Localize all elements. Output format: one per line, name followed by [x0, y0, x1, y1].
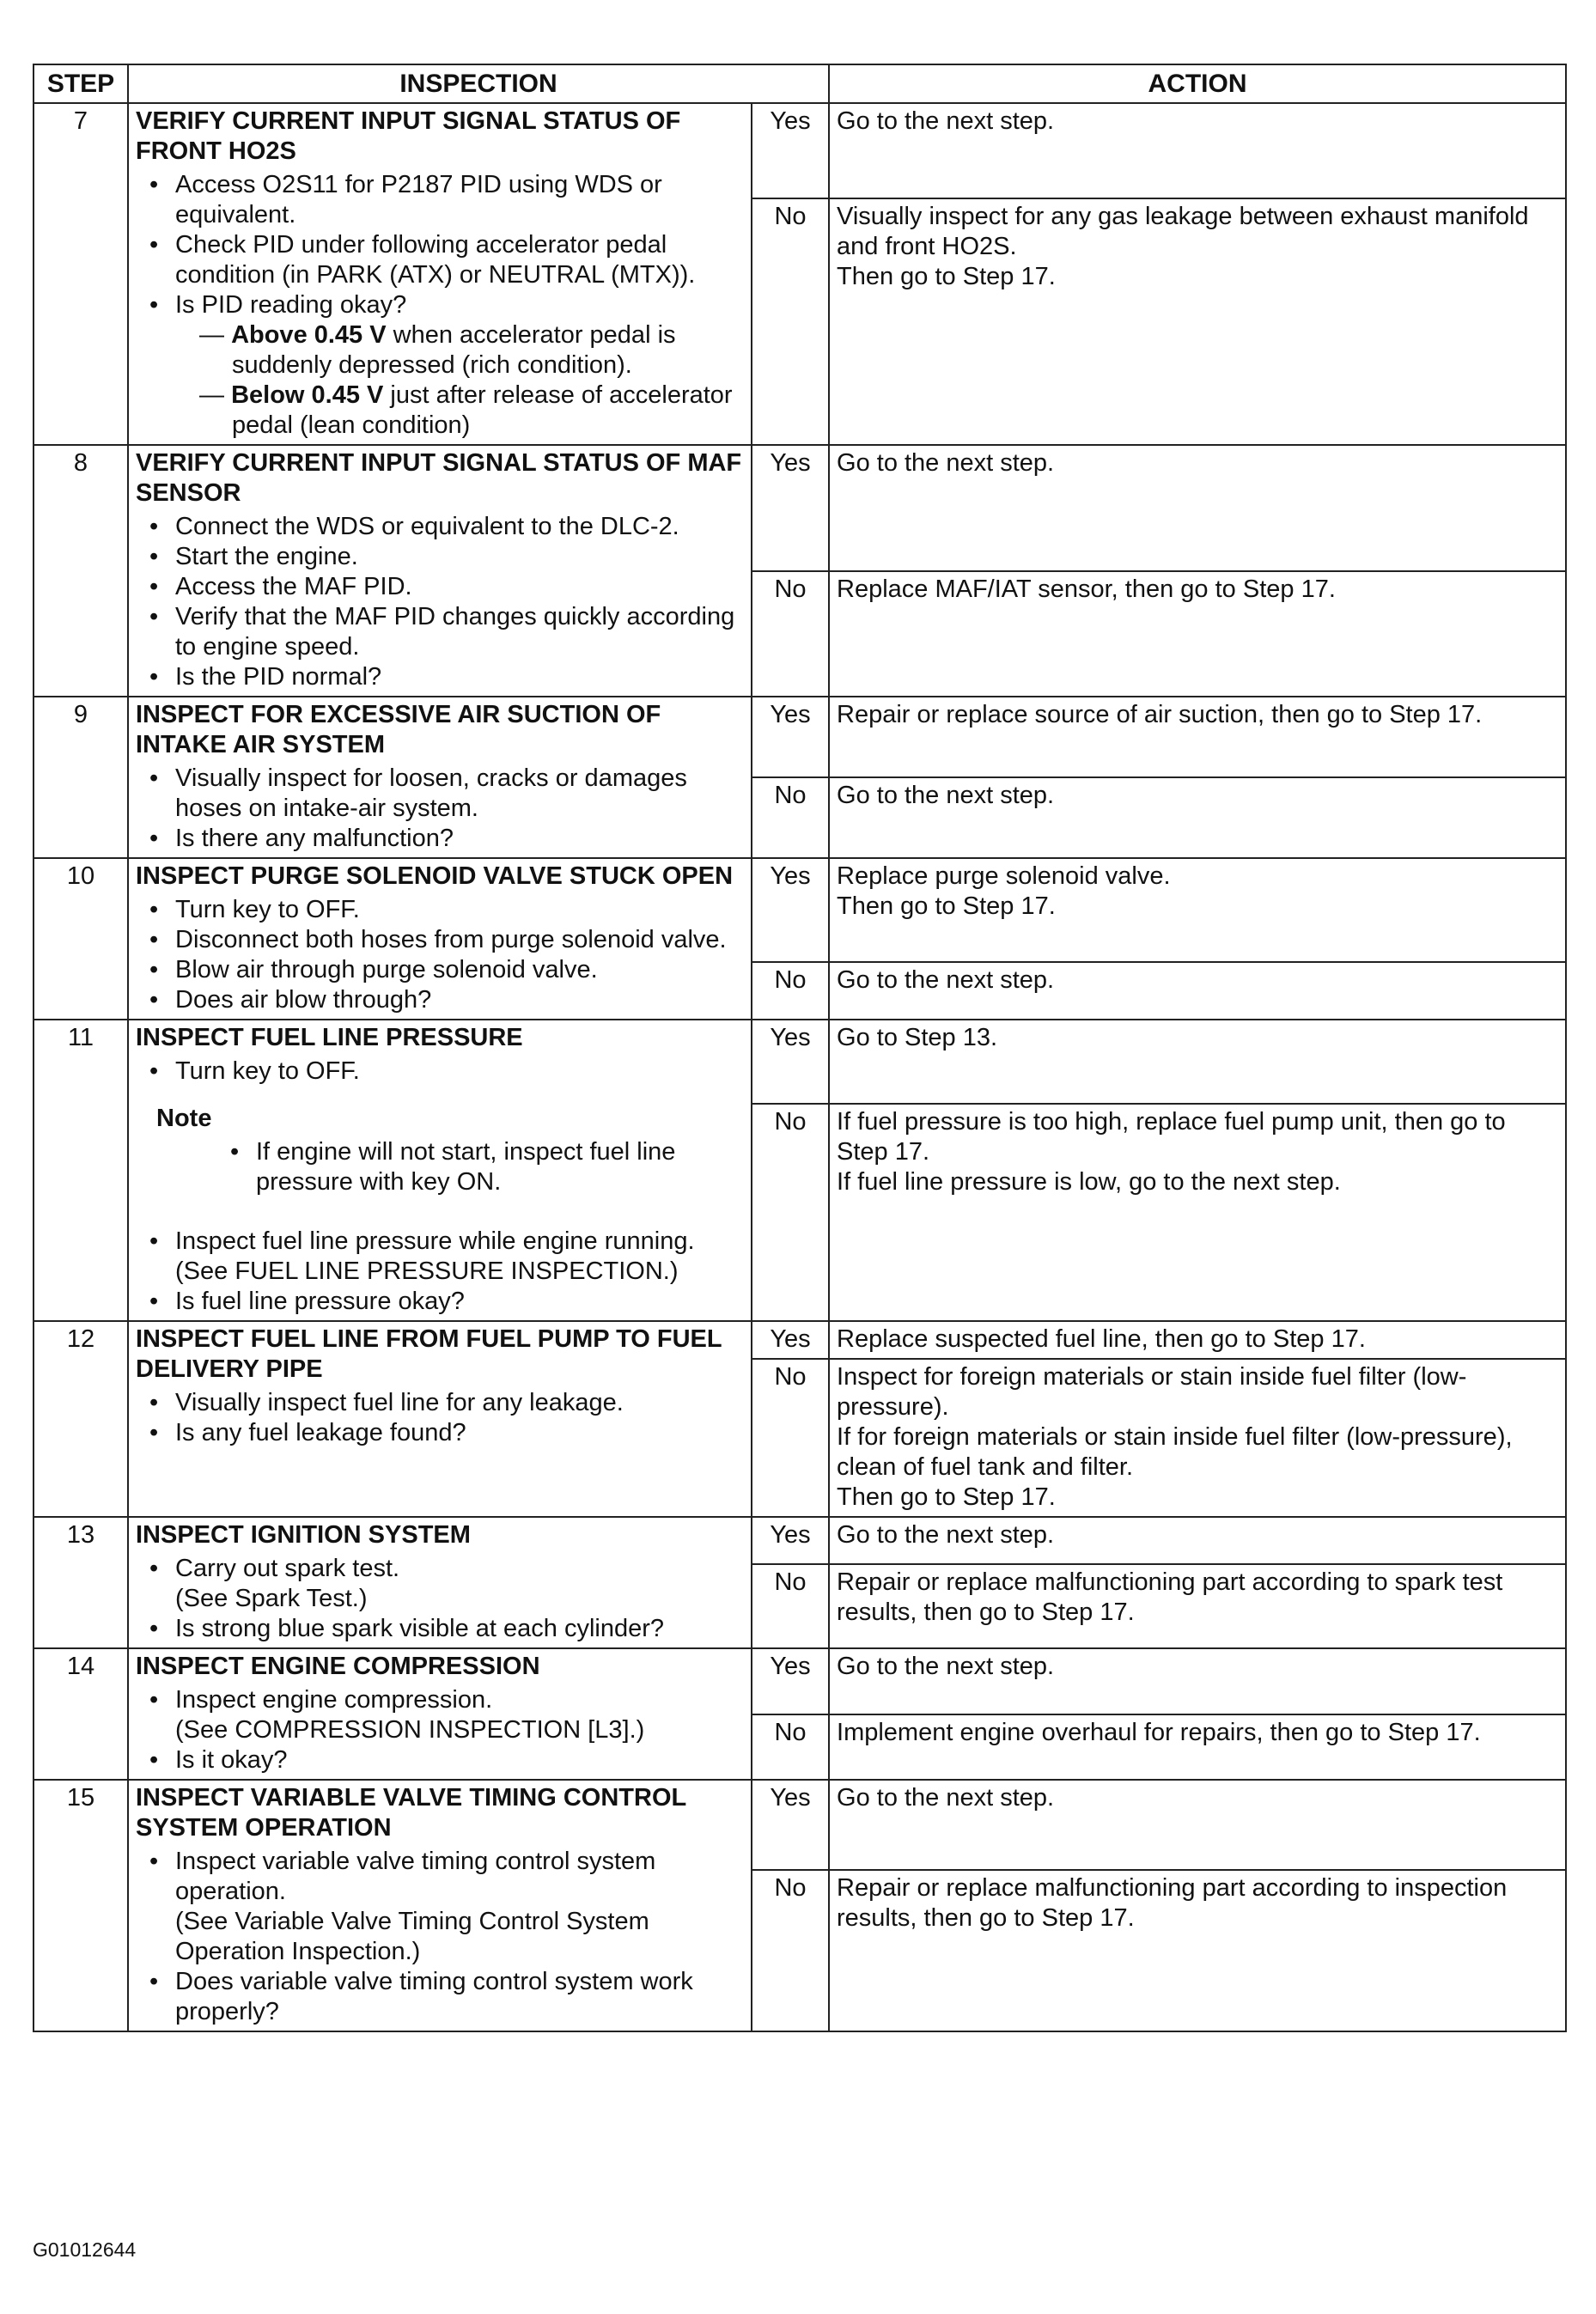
no-label: No [752, 962, 829, 1020]
inspection-bullet: • Verify that the MAF PID changes quickly according to engine speed. [175, 602, 744, 662]
step-number: 14 [34, 1648, 128, 1780]
sub-condition: — Below 0.45 V just after release of accelerator pedal (lean condition) [199, 381, 733, 439]
inspection-title: INSPECT FUEL LINE FROM FUEL PUMP TO FUEL DELIVERY PIPE [136, 1325, 722, 1383]
yes-label: Yes [752, 1020, 829, 1104]
yes-action: Replace purge solenoid valve. Then go to Step 17. [829, 858, 1566, 962]
yes-action: Go to the next step. [829, 1780, 1566, 1870]
step-number: 13 [34, 1517, 128, 1648]
inspection-bullet: • Carry out spark test. (See Spark Test.) [175, 1554, 744, 1614]
inspection-bullet: • Start the engine. [175, 542, 744, 572]
inspection-sub-conditions [175, 320, 744, 441]
table-body [34, 103, 1566, 2031]
figure-id: G01012644 [33, 2238, 137, 2261]
inspection-title: INSPECT FUEL LINE PRESSURE [136, 1024, 523, 1051]
yes-action: Go to the next step. [829, 103, 1566, 198]
no-action: Repair or replace malfunctioning part according to inspection results, then go to Step 17. [829, 1870, 1566, 2031]
table-header-row [34, 64, 1566, 103]
inspection-bullet: • Visually inspect fuel line for any leakage. [175, 1388, 744, 1418]
threshold-value: Above 0.45 V [231, 321, 387, 349]
no-label: No [752, 1870, 829, 2031]
inspection-cell [128, 1321, 752, 1517]
yes-action: Repair or replace source of air suction, then go to Step 17. [829, 697, 1566, 777]
step-row-7 [34, 103, 1566, 198]
inspection-cell [128, 1648, 752, 1780]
inspection-bullets [136, 1388, 744, 1448]
step-number: 15 [34, 1780, 128, 2031]
inspection-bullet: • Blow air through purge solenoid valve. [175, 955, 744, 985]
step-number: 11 [34, 1020, 128, 1321]
note-block [156, 1104, 744, 1197]
action-column-header: ACTION [829, 64, 1566, 103]
inspection-title: INSPECT IGNITION SYSTEM [136, 1521, 471, 1549]
step-number: 8 [34, 445, 128, 697]
note-bullets [156, 1137, 744, 1197]
yes-label: Yes [752, 697, 829, 777]
step-row-12 [34, 1321, 1566, 1359]
yes-action: Go to the next step. [829, 1517, 1566, 1564]
step-row-9 [34, 697, 1566, 777]
inspection-bullet: • Turn key to OFF. [175, 1057, 744, 1087]
yes-label: Yes [752, 858, 829, 962]
step-number: 7 [34, 103, 128, 445]
inspection-bullets [136, 895, 744, 1015]
spacer [136, 1197, 744, 1227]
inspection-bullet: • Is there any malfunction? [175, 824, 744, 854]
inspection-bullets [136, 1227, 744, 1317]
inspection-bullet: • Connect the WDS or equivalent to the DLC-2. [175, 512, 744, 542]
inspection-cell [128, 1780, 752, 2031]
inspection-bullet: • Is PID reading okay? — Above 0.45 V when accelerator pedal is suddenly depressed (rich condition). — Below 0.45 V just after release of accelerator pedal (lean condition) [175, 290, 744, 441]
inspection-cell [128, 1517, 752, 1648]
no-action: Implement engine overhaul for repairs, then go to Step 17. [829, 1714, 1566, 1781]
yes-action: Go to the next step. [829, 1648, 1566, 1714]
no-label: No [752, 198, 829, 445]
inspection-bullets [136, 1847, 744, 2027]
inspection-bullet: • Is the PID normal? [175, 662, 744, 692]
yes-label: Yes [752, 1780, 829, 1870]
inspection-bullet: • Is any fuel leakage found? [175, 1418, 744, 1448]
inspection-bullet: • Does variable valve timing control system work properly? [175, 1967, 744, 2027]
inspection-bullet: • If engine will not start, inspect fuel line pressure with key ON. [256, 1137, 744, 1197]
no-action: Visually inspect for any gas leakage between exhaust manifold and front HO2S. Then go to Step 17. [829, 198, 1566, 445]
yes-label: Yes [752, 1321, 829, 1359]
inspection-title: VERIFY CURRENT INPUT SIGNAL STATUS OF FRONT HO2S [136, 107, 681, 165]
diagnostic-table [33, 64, 1567, 2032]
inspection-bullet: • Turn key to OFF. [175, 895, 744, 925]
no-action: Go to the next step. [829, 962, 1566, 1020]
no-label: No [752, 1359, 829, 1517]
step-number: 10 [34, 858, 128, 1020]
inspection-title: INSPECT FOR EXCESSIVE AIR SUCTION OF INTAKE AIR SYSTEM [136, 701, 661, 758]
inspection-bullet: • Inspect variable valve timing control system operation. (See Variable Valve Timing Control System Operation Inspection.) [175, 1847, 744, 1967]
no-action: Replace MAF/IAT sensor, then go to Step 17. [829, 571, 1566, 697]
yes-label: Yes [752, 1517, 829, 1564]
yes-action: Go to the next step. [829, 445, 1566, 571]
yes-action: Replace suspected fuel line, then go to Step 17. [829, 1321, 1566, 1359]
inspection-cell [128, 445, 752, 697]
inspection-bullet: • Is it okay? [175, 1745, 744, 1775]
step-row-15 [34, 1780, 1566, 1870]
inspection-bullet: • Inspect engine compression. (See COMPRESSION INSPECTION [L3].) [175, 1685, 744, 1745]
inspection-cell [128, 103, 752, 445]
step-column-header: STEP [34, 64, 128, 103]
step-row-8 [34, 445, 1566, 571]
inspection-title: VERIFY CURRENT INPUT SIGNAL STATUS OF MAF SENSOR [136, 449, 742, 507]
no-label: No [752, 777, 829, 858]
no-action: If fuel pressure is too high, replace fuel pump unit, then go to Step 17. If fuel line pressure is low, go to the next step. [829, 1104, 1566, 1321]
inspection-title: INSPECT PURGE SOLENOID VALVE STUCK OPEN [136, 862, 734, 890]
no-action: Repair or replace malfunctioning part according to spark test results, then go to Step 17. [829, 1564, 1566, 1648]
inspection-cell [128, 858, 752, 1020]
sub-condition: — Above 0.45 V when accelerator pedal is suddenly depressed (rich condition). [199, 321, 676, 379]
yes-label: Yes [752, 1648, 829, 1714]
inspection-bullet: • Access the MAF PID. [175, 572, 744, 602]
inspection-bullets [136, 1554, 744, 1644]
inspection-bullet: • Inspect fuel line pressure while engine running. (See FUEL LINE PRESSURE INSPECTION.) [175, 1227, 744, 1287]
yes-label: Yes [752, 103, 829, 198]
no-label: No [752, 1564, 829, 1648]
inspection-bullets [136, 512, 744, 692]
diagnostic-procedure-document [33, 64, 1565, 2032]
no-action: Inspect for foreign materials or stain inside fuel filter (low-pressure). If for foreign materials or stain inside fuel filter (low-pressure), clean of fuel tank and filter. Then go to Step 17. [829, 1359, 1566, 1517]
inspection-bullet: • Access O2S11 for P2187 PID using WDS or equivalent. [175, 170, 744, 230]
inspection-cell [128, 1020, 752, 1321]
step-row-10 [34, 858, 1566, 962]
inspection-bullet: • Visually inspect for loosen, cracks or damages hoses on intake-air system. [175, 764, 744, 824]
step-number: 9 [34, 697, 128, 858]
inspection-title: INSPECT VARIABLE VALVE TIMING CONTROL SYSTEM OPERATION [136, 1784, 686, 1842]
note-label: Note [156, 1105, 212, 1132]
inspection-bullet: • Is fuel line pressure okay? [175, 1287, 744, 1317]
step-row-13 [34, 1517, 1566, 1564]
step-row-14 [34, 1648, 1566, 1714]
yes-label: Yes [752, 445, 829, 571]
inspection-bullets [136, 764, 744, 854]
no-action: Go to the next step. [829, 777, 1566, 858]
inspection-bullet: • Is strong blue spark visible at each cylinder? [175, 1614, 744, 1644]
inspection-bullet: • Check PID under following accelerator pedal condition (in PARK (ATX) or NEUTRAL (MTX)). [175, 230, 744, 290]
step-number: 12 [34, 1321, 128, 1517]
yes-action: Go to Step 13. [829, 1020, 1566, 1104]
threshold-value: Below 0.45 V [231, 381, 384, 409]
inspection-column-header: INSPECTION [128, 64, 829, 103]
step-row-11 [34, 1020, 1566, 1104]
inspection-bullets [136, 170, 744, 441]
inspection-title: INSPECT ENGINE COMPRESSION [136, 1653, 540, 1680]
no-label: No [752, 1714, 829, 1781]
inspection-cell [128, 697, 752, 858]
no-label: No [752, 571, 829, 697]
inspection-bullets [136, 1685, 744, 1775]
inspection-bullets [136, 1057, 744, 1087]
no-label: No [752, 1104, 829, 1321]
inspection-bullet: • Does air blow through? [175, 985, 744, 1015]
inspection-bullet: • Disconnect both hoses from purge solenoid valve. [175, 925, 744, 955]
